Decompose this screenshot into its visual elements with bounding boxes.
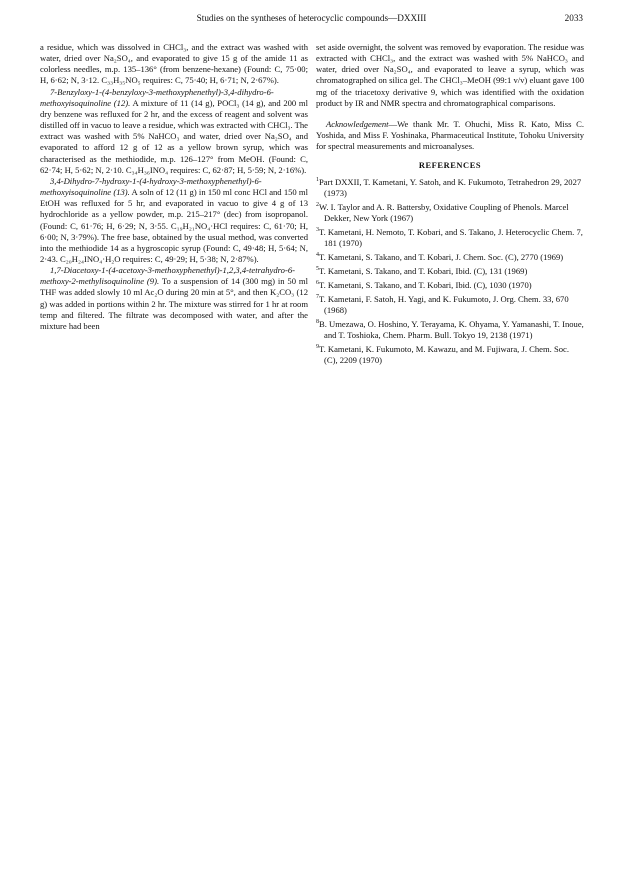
reference-item (316, 317, 584, 341)
reference-text: T. Kametani, F. Satoh, H. Yagi, and K. Fukumoto, J. Org. Chem. 33, 670 (1968) (319, 293, 569, 316)
reference-number: 6 (316, 280, 319, 287)
reference-text: T. Kametani, K. Fukumoto, M. Kawazu, and M. Fujiwara, J. Chem. Soc. (C), 2209 (1970) (319, 344, 569, 366)
paragraph-compound-12 (40, 87, 308, 176)
reference-number: 9 (316, 344, 319, 351)
reference-number: 3 (316, 226, 319, 233)
compound-9-procedure: To a suspension of 14 (300 mg) in 50 ml THF was added slowly 10 ml Ac₂O during 20 min at 5°, and then K₂CO₃ (12 g) was added in portions within 2 hr. The mixture was stirred for 1 hr at room temp and filtered. The filtrate was decomposed with water, and after the mixture had been (40, 276, 308, 331)
left-column (40, 42, 308, 332)
reference-item (316, 225, 584, 249)
acknowledgement (316, 119, 584, 152)
paragraph-compound-13 (40, 176, 308, 265)
reference-text: T. Kametani, S. Takano, and T. Kobari, J. Chem. Soc. (C), 2770 (1969) (319, 251, 564, 262)
reference-number: 2 (316, 201, 319, 208)
reference-item (316, 250, 584, 263)
paragraph-compound-9 (40, 265, 308, 332)
reference-item (316, 342, 584, 366)
page-number: 2033 (564, 13, 583, 23)
references-list (316, 175, 584, 367)
references-heading: REFERENCES (418, 161, 482, 171)
reference-item (316, 200, 584, 224)
compound-9-title: 1,7-Diacetoxy-1-(4-acetoxy-3-methoxyphenethyl)-1,2,3,4-tetrahydro-6-methoxy-2-methylisoquinoline (9). (40, 265, 295, 287)
right-column (316, 42, 584, 368)
reference-text: T. Kametani, S. Takano, and T. Kobari, Ibid. (C), 131 (1969) (319, 265, 528, 276)
reference-text: T. Kametani, S. Takano, and T. Kobari, Ibid. (C), 1030 (1970) (319, 279, 532, 290)
reference-item (316, 264, 584, 277)
compound-13-title: 3,4-Dihydro-7-hydroxy-1-(4-hydroxy-3-methoxyphenethyl)-6-methoxyisoquinoline (13). (40, 175, 262, 198)
reference-item (316, 278, 584, 291)
paragraph-workup-continued: set aside overnight, the solvent was removed by evaporation. The residue was extracted with CHCl₃, and the extract was washed with 5% NaHCO₃ and water, dried over Na₂SO₄, and evaporated to leave a syrup, which was chromatographed on silica gel. The CHCl₃–MeOH (99:1 v/v) eluant gave 100 mg of the triacetoxy derivative 9, which was identified with the oxidation product by IR and NMR spectra and chromatographical comparisons. (316, 42, 584, 108)
running-title: Studies on the syntheses of heterocyclic compounds—DXXIII (196, 13, 427, 23)
acknowledgement-body: —We thank Mr. T. Ohuchi, Miss R. Kato, Miss C. Yoshida, and Miss F. Yoshinaka, Pharmaceutical Institute, Tohoku University for spectral measurements and microanalyses. (316, 118, 584, 152)
reference-number: 8 (316, 319, 319, 326)
reference-text: W. I. Taylor and A. R. Battersby, Oxidative Coupling of Phenols. Marcel Dekker, New York (1967) (319, 201, 569, 223)
reference-text: Part DXXII, T. Kametani, Y. Satoh, and K. Fukumoto, Tetrahedron 29, 2027 (1973) (319, 176, 582, 198)
compound-12-procedure: A mixture of 11 (14 g), POCl₃ (14 g), and 200 ml dry benzene was refluxed for 2 hr, and the excess of reagent and solvent was distilled off in vacuo to leave a residue, which was extracted with CHCl₃. The extract was washed with 5% NaHCO₃ and water, dried over Na₂SO₄ and evaporated to afford 12 g of 12 as a yellow brown syrup, which was characterised as the methiodide, m.p. 126–127° from MeOH. (Found: C, 62·74; H, 5·62; N, 2·10. C₃₄H₃₆INO₄ requires: C, 62·87; H, 5·59; N, 2·16%). (40, 97, 308, 175)
paragraph-amide-11-workup: a residue, which was dissolved in CHCl₃, and the extract was washed with water, dried over Na₂SO₄, and evaporated to give 15 g of the amide 11 as colorless needles, m.p. 135–136° (from benzene-hexane) (Found: C, 75·00; H, 6·62; N, 3·12. C₃₃H₃₅NO₅ requires: C, 75·40; H, 6·71; N, 2·67%). (40, 42, 308, 86)
acknowledgement-title: Acknowledgement (326, 118, 389, 129)
reference-text: B. Umezawa, O. Hoshino, Y. Terayama, K. Ohyama, Y. Yamanashi, T. Inoue, and T. Toshioka, Chem. Pharm. Bull. Tokyo 19, 2138 (1971) (319, 319, 584, 341)
compound-13-procedure: A soln of 12 (11 g) in 150 ml conc HCl and 150 ml EtOH was refluxed for 5 hr, and evaporated in vacuo to give 4 g of 13 hydrochloride as a yellow powder, m.p. 215–217° (dec) from isopropanol. (Found: C, 61·76; H, 6·29; N, 3·55. C₁₉H₂₁NO₄·HCl requires: C, 61·70; H, 6·00; N, 3·79%). The free base, obtained by the usual method, was converted into the methiodide 14 as a hygroscopic syrup (Found: C, 49·48; H, 5·64; N, 2·43. C₂₀H₂₄INO₄·H₂O requires: C, 49·29; H, 5·38; N, 2·87%). (40, 187, 308, 264)
reference-item (316, 292, 584, 316)
reference-number: 7 (316, 294, 319, 301)
reference-item (316, 175, 584, 199)
running-header (40, 12, 583, 24)
compound-12-title: 7-Benzyloxy-1-(4-benzyloxy-3-methoxyphenethyl)-3,4-dihydro-6-methoxyisoquinoline (12). (40, 86, 274, 108)
reference-text: T. Kametani, H. Nemoto, T. Kobari, and S. Takano, J. Heterocyclic Chem. 7, 181 (1970) (319, 226, 583, 248)
reference-number: 5 (316, 266, 319, 273)
reference-number: 4 (316, 252, 319, 259)
reference-number: 1 (316, 176, 319, 183)
